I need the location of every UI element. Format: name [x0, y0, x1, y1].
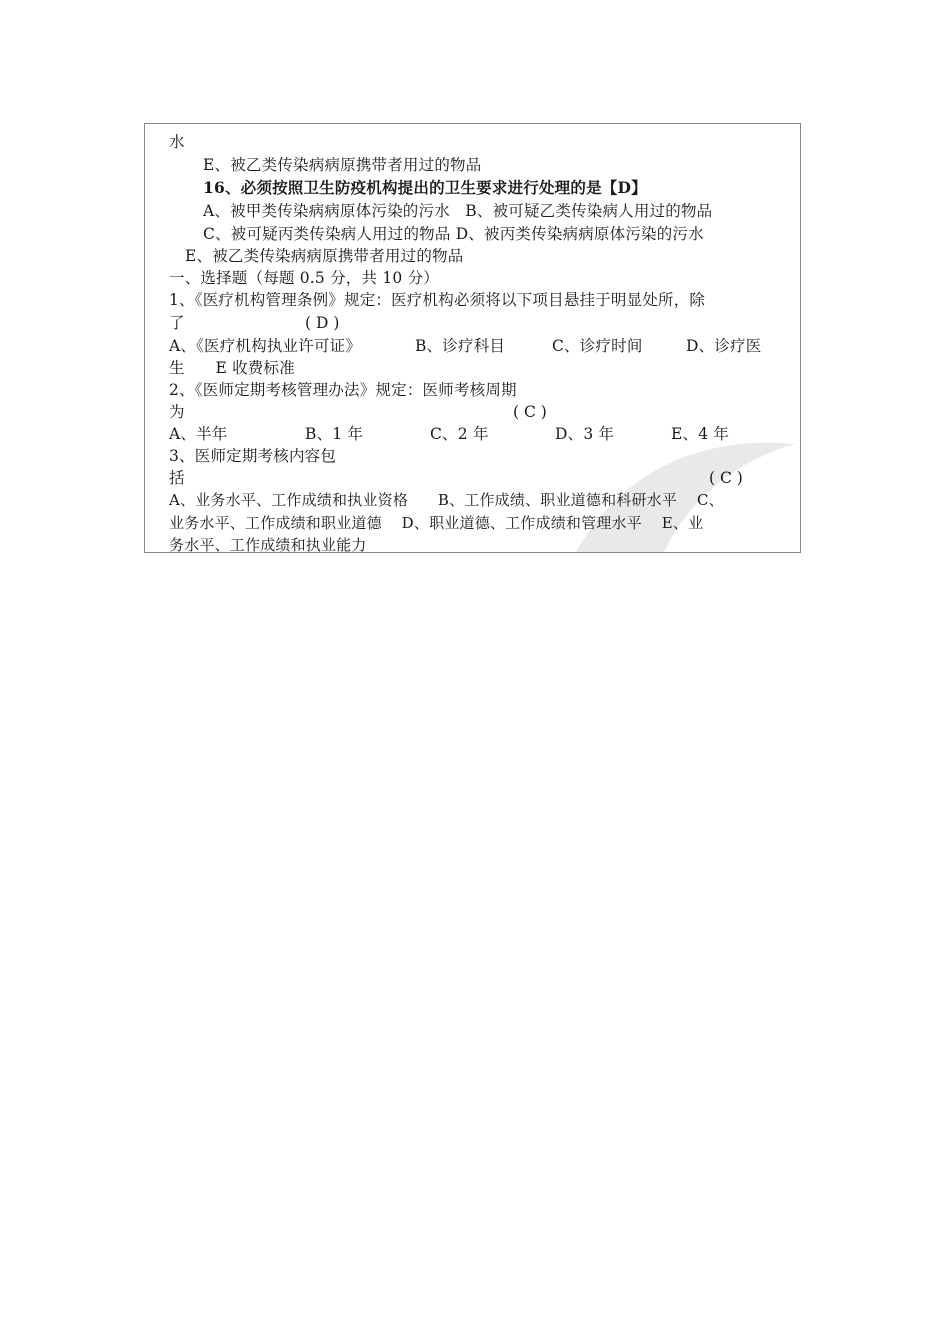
- answer-1: ( D ): [305, 314, 340, 332]
- question-1: 1、《医疗机构管理条例》规定：医疗机构必须将以下项目悬挂于明显处所，除: [169, 291, 706, 309]
- answer-2: ( C ): [513, 403, 547, 421]
- section-heading: 一、选择题（每题 0.5 分，共 10 分）: [169, 269, 439, 287]
- option-text: D、诊疗医: [686, 337, 762, 355]
- text-line: E、被乙类传染病病原携带者用过的物品: [203, 156, 482, 174]
- text-line: A、被甲类传染病病原体污染的污水 B、被可疑乙类传染病人用过的物品: [203, 202, 713, 220]
- option-text: D、3 年: [555, 425, 615, 443]
- text-line: A、业务水平、工作成绩和执业资格 B、工作成绩、职业道德和科研水平 C、: [169, 491, 724, 509]
- text-line: 了: [169, 314, 185, 332]
- text-line: 生 E 收费标准: [169, 359, 295, 377]
- text-line: C、被可疑丙类传染病人用过的物品 D、被丙类传染病病原体污染的污水: [203, 225, 704, 243]
- option-text: B、1 年: [305, 425, 364, 443]
- option-text: C、2 年: [430, 425, 489, 443]
- text-line: 务水平、工作成绩和执业能力: [169, 536, 367, 553]
- answer-3: ( C ): [709, 469, 743, 487]
- question-3: 3、医师定期考核内容包: [169, 447, 337, 465]
- text-line: 水: [169, 133, 185, 151]
- question-2: 2、《医师定期考核管理办法》规定：医师考核周期: [169, 381, 517, 399]
- scanned-text-image: [144, 123, 801, 553]
- option-text: A、半年: [169, 425, 228, 443]
- option-text: E、4 年: [671, 425, 730, 443]
- option-text: A、《医疗机构执业许可证》: [169, 337, 362, 355]
- text-line: 括: [169, 469, 185, 487]
- text-line: 为: [169, 403, 185, 421]
- question-16: 16、必须按照卫生防疫机构提出的卫生要求进行处理的是【D】: [203, 178, 647, 197]
- text-line: E、被乙类传染病病原携带者用过的物品: [185, 247, 464, 265]
- option-text: C、诊疗时间: [552, 337, 643, 355]
- option-text: B、诊疗科目: [415, 337, 506, 355]
- text-line: 业务水平、工作成绩和职业道德 D、职业道德、工作成绩和管理水平 E、业: [169, 514, 704, 532]
